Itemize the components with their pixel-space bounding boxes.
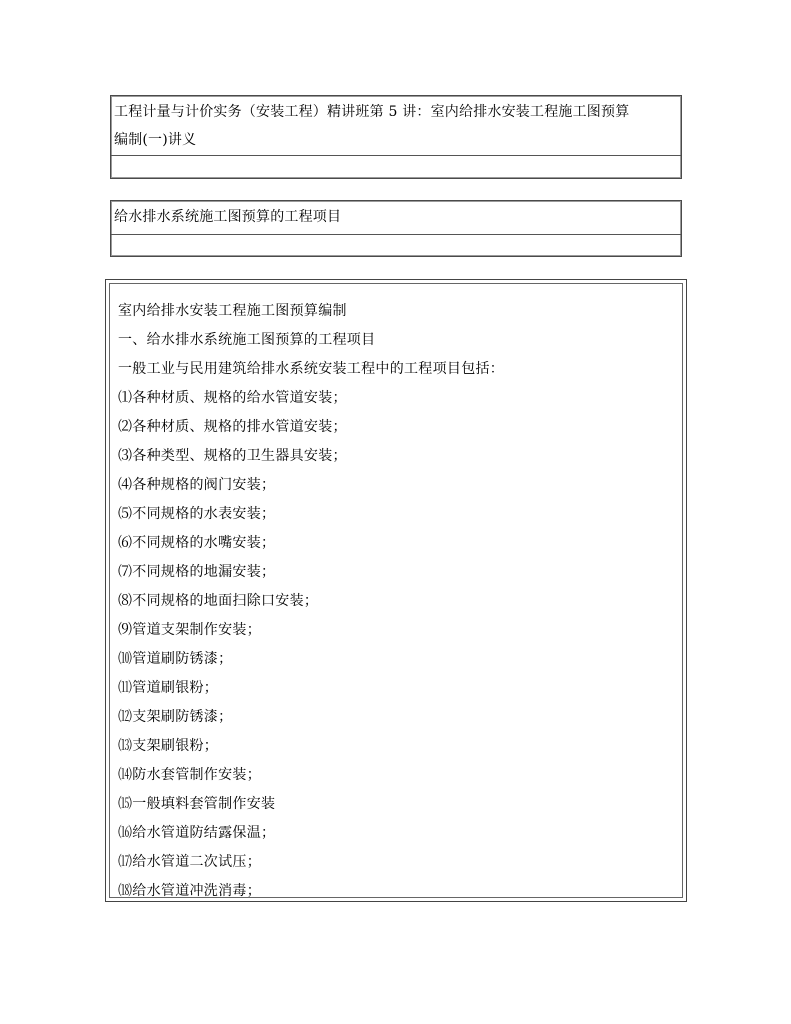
lecture-title-table [110,95,682,179]
section-title: 给水排水系统施工图预算的工程项目 [114,209,342,225]
list-item: ⑻不同规格的地面扫除口安装； [118,593,319,609]
list-item: ⑿支架刷防锈漆； [118,709,233,725]
table-divider [111,234,681,235]
content-heading: 室内给排水安装工程施工图预算编制 [118,303,347,319]
list-item: ⑾管道刷银粉； [118,680,219,696]
list-item: ⒃给水管道防结露保温； [118,825,276,841]
table-divider [111,155,681,156]
list-item: ⑽管道刷防锈漆； [118,651,233,667]
list-item: ⑹不同规格的水嘴安装； [118,535,276,551]
lecture-title [114,98,629,154]
content-table [105,279,687,902]
lecture-title-line-2: 编制(一)讲义 [114,132,197,148]
list-item: ⑼管道支架制作安装； [118,622,261,638]
list-item: ⑶各种类型、规格的卫生器具安装； [118,448,347,464]
section-heading: 一、给水排水系统施工图预算的工程项目 [118,332,376,348]
content-table-inner-border [109,283,683,898]
list-item: ⒅给水管道冲洗消毒； [118,883,261,899]
content-lines [118,297,504,906]
list-item: ⑷各种规格的阀门安装； [118,477,276,493]
list-item: ⑸不同规格的水表安装； [118,506,276,522]
list-item: ⑵各种材质、规格的排水管道安装； [118,419,347,435]
section-title-table [110,200,682,257]
list-item: ⒂一般填料套管制作安装 [118,796,276,812]
list-item: ⒀支架刷银粉； [118,738,219,754]
lecture-title-line-1: 工程计量与计价实务（安装工程）精讲班第 5 讲：室内给排水安装工程施工图预算 [114,104,630,120]
list-item: ⑺不同规格的地漏安装； [118,564,276,580]
list-item: ⑴各种材质、规格的给水管道安装； [118,390,347,406]
list-item: ⒄给水管道二次试压； [118,854,261,870]
intro-paragraph: 一般工业与民用建筑给排水系统安装工程中的工程项目包括： [118,361,505,377]
list-item: ⒁防水套管制作安装； [118,767,261,783]
